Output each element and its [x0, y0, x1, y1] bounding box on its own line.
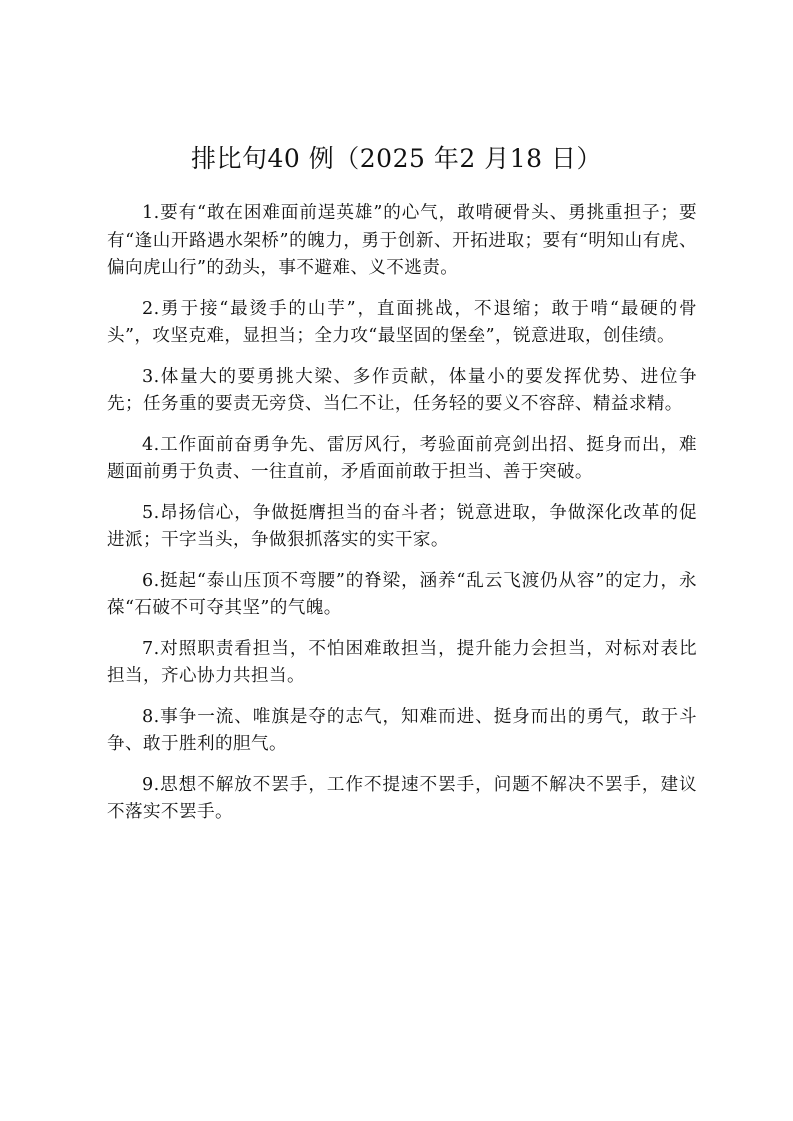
- paragraph-number: 9.: [142, 774, 160, 795]
- paragraph-number: 6.: [142, 570, 160, 591]
- paragraph-text: 挺起“泰山压顶不弯腰”的脊梁，涵养“乱云飞渡仍从容”的定力，永葆“石破不可夺其坚”的气魄。: [107, 570, 697, 618]
- paragraph-text: 对照职责看担当，不怕困难敢担当，提升能力会担当，对标对表比担当，齐心协力共担当。: [107, 638, 697, 686]
- paragraph-3: [107, 364, 697, 419]
- paragraph-text: 要有“敢在困难面前逞英雄”的心气，敢啃硬骨头、勇挑重担子；要有“逢山开路遇水架桥”的魄力，勇于创新、开拓进取；要有“明知山有虎、偏向虎山行”的劲头，事不避难、义不逃责。: [107, 203, 697, 278]
- paragraph-text: 昂扬信心，争做挺膺担当的奋斗者；锐意进取，争做深化改革的促进派；干字当头，争做狠抓落实的实干家。: [107, 502, 697, 550]
- paragraph-number: 5.: [142, 502, 160, 523]
- paragraph-4: [107, 432, 697, 487]
- paragraph-text: 事争一流、唯旗是夺的志气，知难而进、挺身而出的勇气，敢于斗争、敢于胜利的胆气。: [107, 706, 697, 754]
- paragraph-text: 思想不解放不罢手，工作不提速不罢手，问题不解决不罢手，建议不落实不罢手。: [107, 774, 697, 822]
- paragraph-text: 体量大的要勇挑大梁、多作贡献，体量小的要发挥优势、进位争先；任务重的要责无旁贷、当仁不让，任务轻的要义不容辞、精益求精。: [107, 366, 697, 414]
- paragraph-2: [107, 296, 697, 351]
- paragraph-number: 7.: [142, 638, 160, 659]
- paragraph-6: [107, 568, 697, 623]
- paragraph-number: 2.: [142, 298, 160, 319]
- paragraph-5: [107, 500, 697, 555]
- paragraph-8: [107, 704, 697, 759]
- paragraph-1: [107, 200, 697, 283]
- paragraph-list: [107, 200, 697, 840]
- paragraph-7: [107, 636, 697, 691]
- document-title: 排比句40 例（2025 年2 月18 日）: [191, 144, 602, 173]
- paragraph-9: [107, 772, 697, 827]
- paragraph-number: 4.: [142, 434, 160, 455]
- paragraph-number: 3.: [142, 366, 160, 387]
- paragraph-number: 8.: [142, 706, 160, 727]
- paragraph-text: 工作面前奋勇争先、雷厉风行，考验面前亮剑出招、挺身而出，难题面前勇于负责、一往直前，矛盾面前敢于担当、善于突破。: [107, 434, 697, 482]
- paragraph-number: 1.: [142, 203, 160, 223]
- paragraph-text: 勇于接“最烫手的山芋”，直面挑战，不退缩；敢于啃“最硬的骨头”，攻坚克难，显担当；全力攻“最坚固的堡垒”，锐意进取，创佳绩。: [107, 298, 697, 346]
